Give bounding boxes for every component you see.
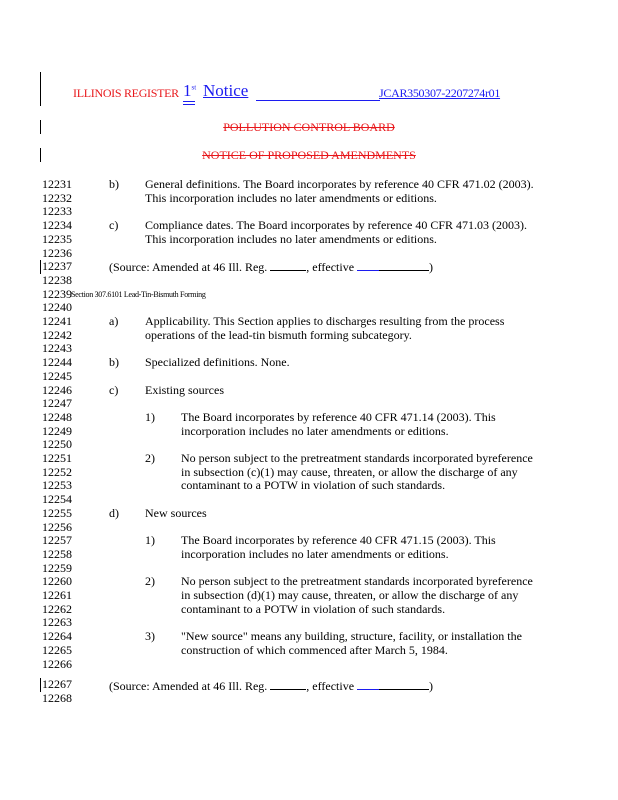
notice-title: NOTICE OF PROPOSED AMENDMENTS: [202, 148, 416, 162]
body-text: construction of which commenced after March 5, 1984.: [181, 642, 448, 657]
body-text: Compliance dates. The Board incorporates by reference 40 CFR 471.03 (2003).: [145, 218, 528, 233]
item-label: a): [109, 314, 119, 328]
body-text: New sources: [145, 505, 207, 520]
line-number: 12250: [42, 437, 72, 452]
line-number: 12262: [42, 601, 72, 616]
item-label: 2): [145, 574, 155, 589]
body-text: in subsection (c)(1) may cause, threaten, or allow the discharge of any: [181, 464, 518, 479]
line-number: 12238: [42, 272, 72, 287]
item-label: 1): [145, 533, 155, 548]
source-text: (Source: Amended at 46 Ill. Reg.: [109, 678, 271, 693]
line-number: 12259: [42, 560, 72, 575]
line-number: 12237: [42, 259, 72, 274]
source-text: ): [429, 260, 434, 275]
line-number: 12248: [42, 409, 72, 424]
line-number: 12233: [42, 204, 72, 219]
section-heading: Section 307.6101 Lead-Tin-Bismuth Forming: [71, 289, 206, 299]
line-number: 12253: [42, 478, 72, 493]
line-number: 12266: [42, 656, 72, 671]
source-text: (Source: Amended at 46 Ill. Reg.: [109, 260, 271, 275]
blank-line: [270, 679, 306, 690]
page-number-suffix: st: [191, 83, 197, 92]
line-number: 12254: [42, 492, 72, 507]
item-label: b): [109, 355, 119, 370]
body-text: Specialized definitions. None.: [145, 355, 290, 370]
line-number: 12251: [42, 451, 72, 465]
item-label: d): [109, 505, 119, 520]
line-number: 12267: [42, 677, 72, 692]
register-title: ILLINOIS REGISTER: [73, 86, 179, 100]
notice-underline: [256, 100, 380, 101]
blank-line: [357, 679, 379, 690]
line-number: 12244: [42, 355, 72, 370]
page-number: 1: [183, 81, 192, 100]
body-text: The Board incorporates by reference 40 CFR 471.14 (2003). This: [181, 409, 496, 424]
line-number: 12257: [42, 533, 72, 548]
line-number: 12265: [42, 642, 72, 657]
notice-label: Notice: [203, 81, 249, 100]
page-mark-underline: [183, 101, 195, 102]
line-number: 12255: [42, 505, 72, 520]
page-mark: [183, 81, 196, 101]
line-number: 12231: [42, 177, 72, 191]
change-bar: [40, 678, 41, 692]
line-number: 12263: [42, 615, 72, 630]
body-text: This incorporation includes no later amendments or editions.: [145, 190, 437, 205]
line-number: 12268: [42, 690, 72, 705]
body-text: "New source" means any building, structure, facility, or installation the: [181, 629, 522, 644]
body-text: General definitions. The Board incorporates by reference 40 CFR 471.02 (2003).: [145, 177, 534, 191]
body-text: This incorporation includes no later amendments or editions.: [145, 231, 437, 246]
body-text: incorporation includes no later amendments or editions.: [181, 423, 449, 438]
line-number: 12252: [42, 464, 72, 479]
item-label: c): [109, 382, 119, 397]
line-number: 12239: [42, 286, 72, 301]
line-number: 12232: [42, 190, 72, 205]
body-text: Existing sources: [145, 382, 224, 397]
source-text: , effective: [306, 260, 358, 275]
item-label: 2): [145, 451, 155, 465]
blank-line: [379, 260, 429, 271]
source-text: ): [429, 678, 434, 693]
line-number: 12256: [42, 519, 72, 534]
board-name: POLLUTION CONTROL BOARD: [223, 120, 395, 134]
page-mark-underline: [183, 104, 195, 105]
line-number: 12245: [42, 368, 72, 383]
source-text: , effective: [306, 678, 358, 693]
line-number: 12247: [42, 396, 72, 411]
source-note: [109, 260, 433, 275]
line-number: 12246: [42, 382, 72, 397]
line-number: 12241: [42, 314, 72, 328]
item-label: c): [109, 218, 119, 233]
source-note: [109, 679, 433, 694]
line-number: 12264: [42, 629, 72, 644]
line-number: 12240: [42, 300, 72, 315]
body-text: No person subject to the pretreatment standards incorporated byreference: [181, 574, 533, 589]
item-label: b): [109, 177, 119, 191]
line-number: 12249: [42, 423, 72, 438]
line-number: 12242: [42, 327, 72, 342]
blank-line: [357, 260, 379, 271]
line-number: 12234: [42, 218, 72, 233]
body-text: contaminant to a POTW in violation of such standards.: [181, 478, 446, 493]
line-number: 12243: [42, 341, 72, 356]
item-label: 3): [145, 629, 155, 644]
line-number: 12258: [42, 546, 72, 561]
jcar-id: JCAR350307-2207274r01: [379, 86, 501, 100]
body-text: operations of the lead-tin bismuth forming subcategory.: [145, 327, 412, 342]
body-text: No person subject to the pretreatment standards incorporated byreference: [181, 451, 533, 465]
body-text: Applicability. This Section applies to discharges resulting from the process: [145, 314, 505, 328]
body-text: in subsection (d)(1) may cause, threaten, or allow the discharge of any: [181, 588, 519, 602]
blank-line: [270, 260, 306, 271]
line-number: 12261: [42, 588, 72, 602]
body-text: The Board incorporates by reference 40 CFR 471.15 (2003). This: [181, 533, 496, 548]
line-number: 12236: [42, 245, 72, 260]
line-number: 12260: [42, 574, 72, 589]
item-label: 1): [145, 409, 155, 424]
line-number: 12235: [42, 231, 72, 246]
blank-line: [379, 679, 429, 690]
body-text: incorporation includes no later amendments or editions.: [181, 546, 449, 561]
body-text: contaminant to a POTW in violation of such standards.: [181, 601, 446, 616]
change-bar: [40, 72, 41, 106]
change-bar: [40, 260, 41, 274]
